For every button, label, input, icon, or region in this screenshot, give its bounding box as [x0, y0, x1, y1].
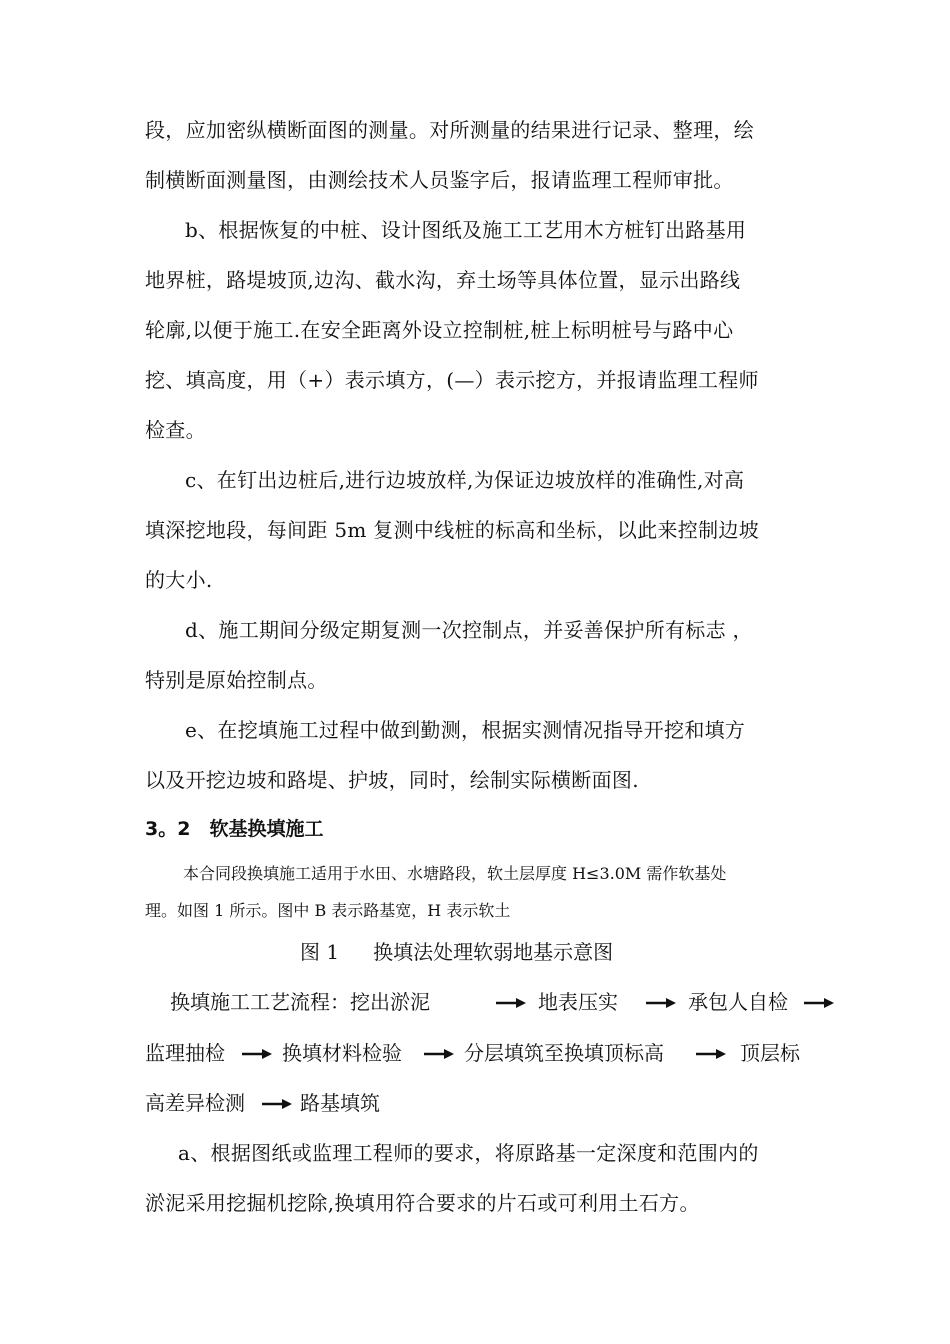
- flow-step: 挖出淤泥: [350, 990, 430, 1014]
- flow-label: 换填施工工艺流程：: [170, 990, 350, 1014]
- arrow-right-icon: [242, 1049, 272, 1059]
- paragraph-e-line: e、在挖填施工过程中做到勤测，根据实测情况指导开挖和填方: [185, 718, 746, 742]
- paragraph-b-line: 挖、填高度，用（+）表示填方，(—）表示挖方，并报请监理工程师: [145, 368, 759, 392]
- flow-step: 监理抽检: [145, 1041, 225, 1065]
- figure-number: 图 1: [300, 940, 340, 964]
- paragraph-line: 制横断面测量图，由测绘技术人员鉴字后，报请监理工程师审批。: [145, 168, 734, 192]
- paragraph-d-line: d、施工期间分级定期复测一次控制点，并妥善保护所有标志 ，: [185, 618, 753, 642]
- arrow-right-icon: [696, 1049, 726, 1059]
- intro-line: 本合同段换填施工适用于水田、水塘路段，软土层厚度 H≤3.0M 需作软基处: [183, 864, 727, 883]
- section-heading: 3。2 软基换填施工: [145, 818, 324, 840]
- flow-step: 顶层标: [740, 1041, 800, 1065]
- arrow-right-icon: [804, 998, 834, 1008]
- figure-caption: [300, 938, 613, 966]
- paragraph-b-line: b、根据恢复的中桩、设计图纸及施工工艺用木方桩钉出路基用: [185, 218, 747, 242]
- paragraph-a-line: a、根据图纸或监理工程师的要求，将原路基一定深度和范围内的: [178, 1141, 759, 1165]
- paragraph-c-line: 的大小.: [145, 568, 213, 592]
- paragraph-c-line: 填深挖地段，每间距 5m 复测中线桩的标高和坐标，以此来控制边坡: [145, 518, 760, 542]
- paragraph-b-line: 轮廓,以便于施工.在安全距离外设立控制桩,桩上标明桩号与路中心: [145, 318, 734, 342]
- paragraph-c-line: c、在钉出边桩后,进行边坡放样,为保证边坡放样的准确性,对高: [185, 468, 745, 492]
- flow-step: 路基填筑: [300, 1091, 380, 1115]
- paragraph-e-line: 以及开挖边坡和路堤、护坡，同时，绘制实际横断面图.: [145, 768, 639, 792]
- arrow-right-icon: [262, 1099, 292, 1109]
- figure-title: 换填法处理软弱地基示意图: [373, 940, 614, 964]
- paragraph-a-line: 淤泥采用挖掘机挖除,换填用符合要求的片石或可利用土石方。: [145, 1191, 700, 1215]
- paragraph-b-line: 检查。: [145, 418, 206, 442]
- flow-step: 换填材料检验: [282, 1041, 402, 1065]
- flow-step: 地表压实: [538, 990, 618, 1014]
- flow-step: 分层填筑至换填顶标高: [464, 1041, 664, 1065]
- paragraph-d-line: 特别是原始控制点。: [145, 668, 328, 692]
- arrow-right-icon: [496, 998, 526, 1008]
- arrow-right-icon: [424, 1049, 454, 1059]
- flow-step: 承包人自检: [688, 990, 788, 1014]
- arrow-right-icon: [646, 998, 676, 1008]
- intro-line: 理。如图 1 所示。图中 B 表示路基宽，H 表示软土: [145, 901, 511, 920]
- flow-step: 高差异检测: [145, 1091, 245, 1115]
- paragraph-line: 段，应加密纵横断面图的测量。对所测量的结果进行记录、整理，绘: [145, 118, 754, 142]
- paragraph-b-line: 地界桩，路堤坡顶,边沟、截水沟，弃土场等具体位置，显示出路线: [145, 268, 741, 292]
